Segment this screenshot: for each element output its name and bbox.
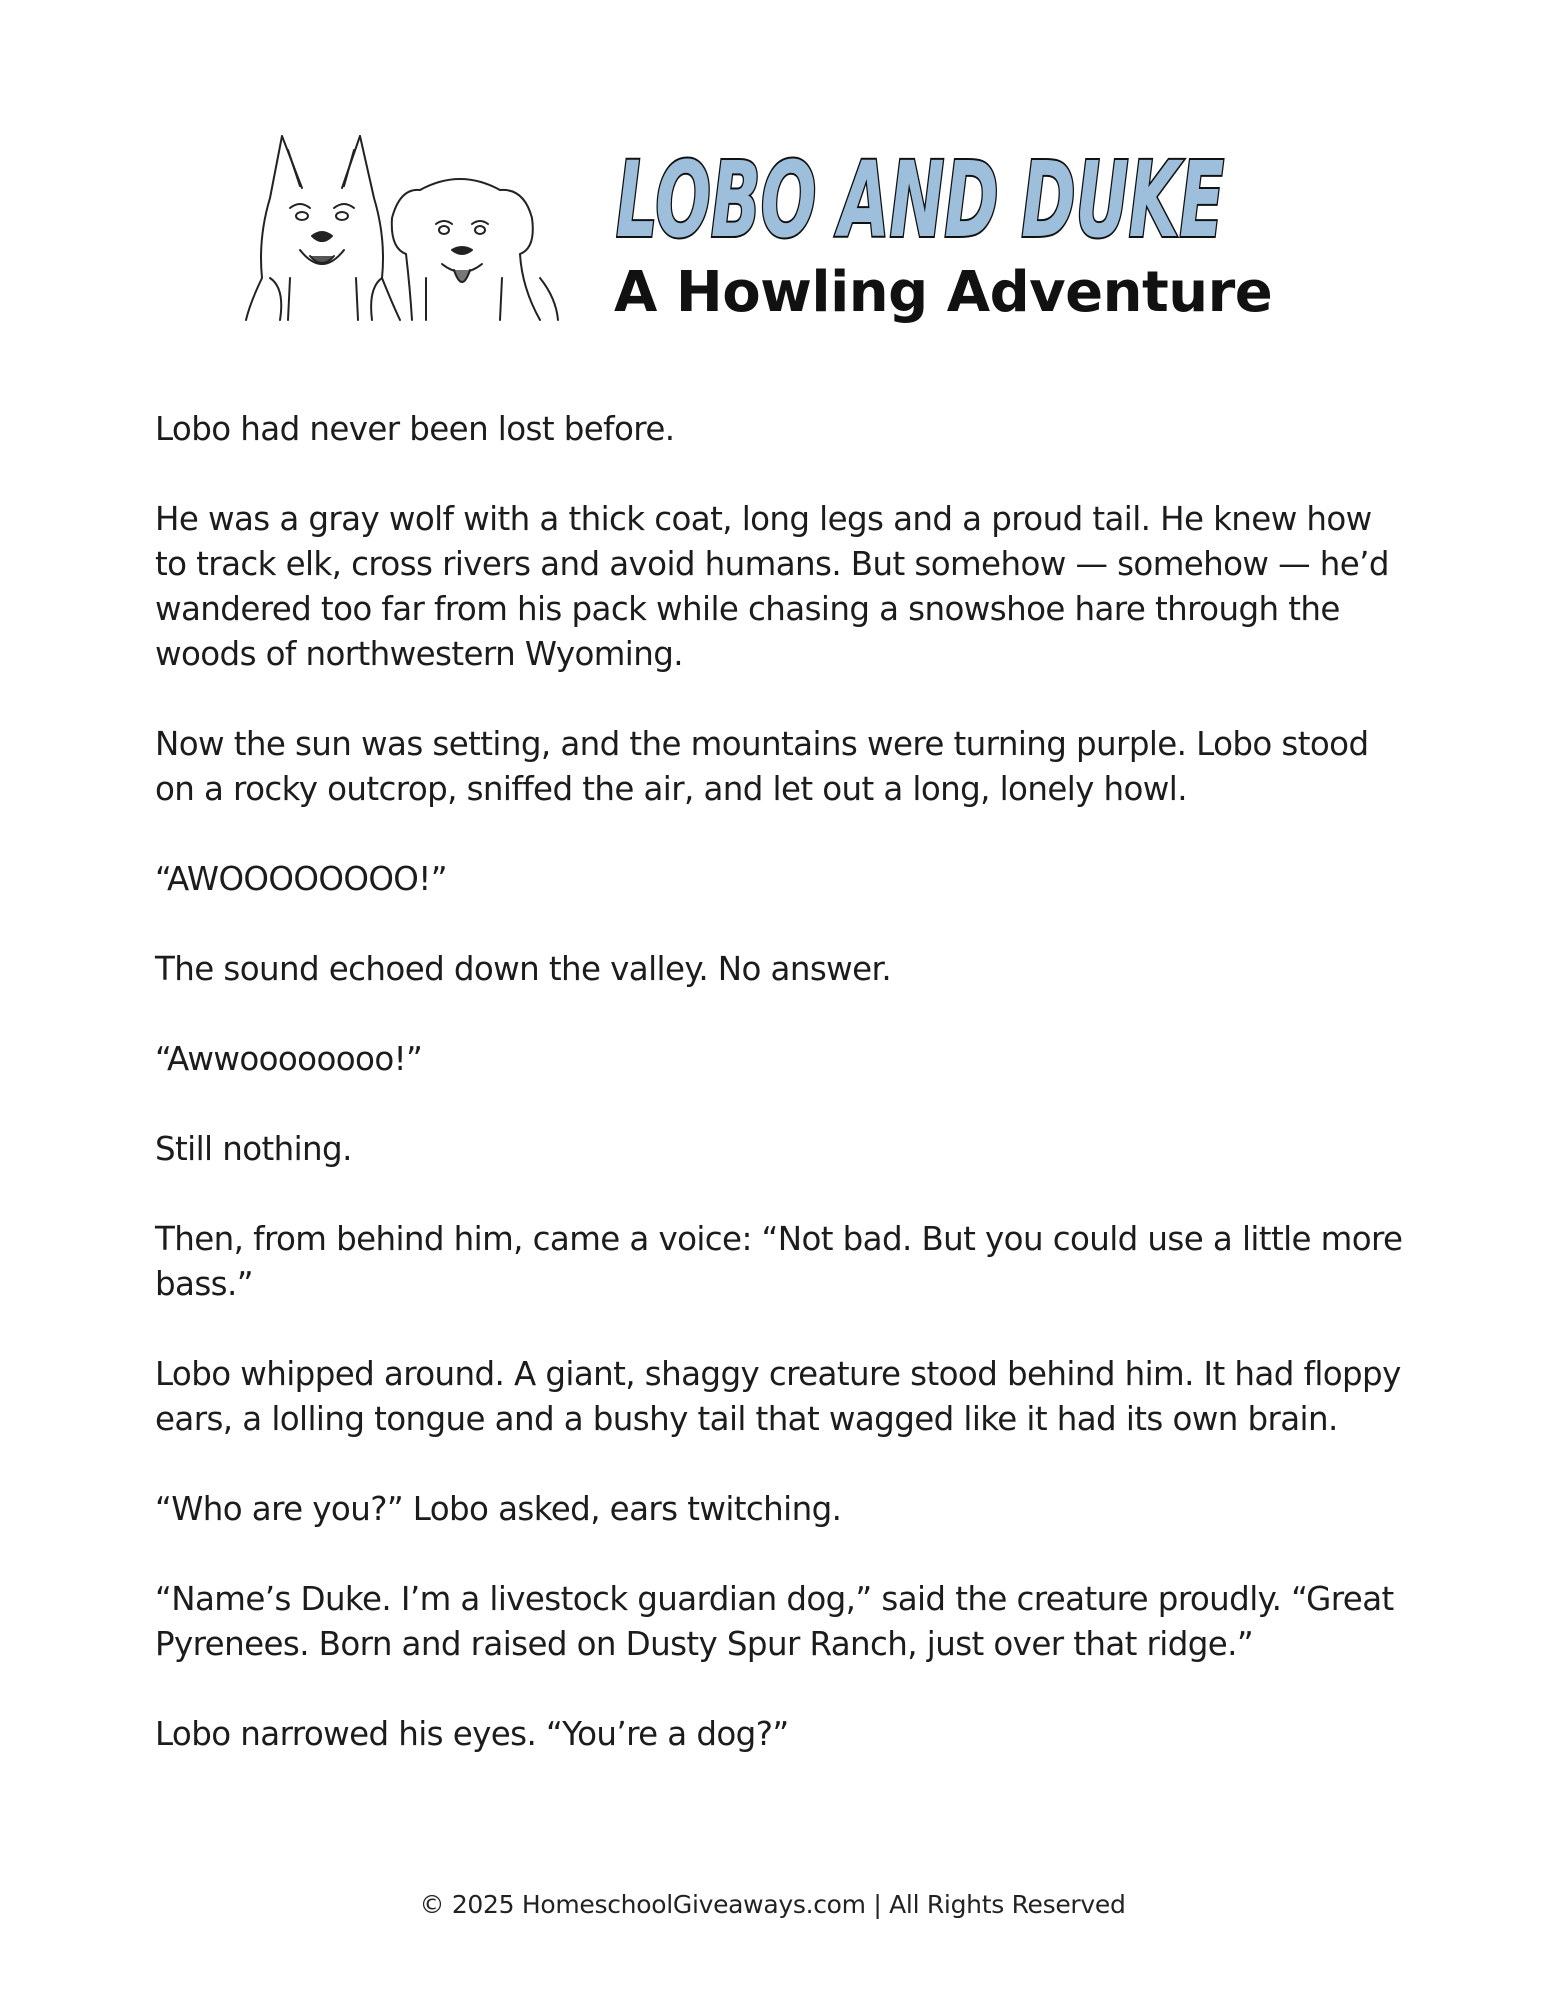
story-subtitle: A Howling Adventure bbox=[614, 260, 1273, 325]
wolf-and-dog-icon bbox=[240, 128, 560, 328]
copyright-footer: © 2025 HomeschoolGiveaways.com | All Rights Reserved bbox=[419, 1890, 1126, 1919]
story-paragraph: “Awwoooooooo!” bbox=[155, 1040, 423, 1078]
story-paragraph: Still nothing. bbox=[155, 1130, 352, 1168]
story-body bbox=[155, 407, 1405, 1802]
story-paragraph: Lobo whipped around. A giant, shaggy creature stood behind him. It had floppy ears, a lolling tongue and a bushy tail that wagged like it had its own brain. bbox=[155, 1355, 1401, 1438]
page-header bbox=[0, 0, 1545, 360]
story-paragraph: The sound echoed down the valley. No answer. bbox=[155, 950, 892, 988]
story-paragraph: He was a gray wolf with a thick coat, long legs and a proud tail. He knew how to track elk, cross rivers and avoid humans. But somehow — somehow — he’d wandered too far from his pack while chasing a snowshoe hare through the woods of northwestern Wyoming. bbox=[155, 500, 1389, 673]
story-title bbox=[612, 138, 1232, 261]
story-paragraph: “AWOOOOOOOO!” bbox=[155, 860, 447, 898]
story-paragraph: Then, from behind him, came a voice: “Not bad. But you could use a little more bass.” bbox=[155, 1220, 1403, 1303]
story-paragraph: Lobo narrowed his eyes. “You’re a dog?” bbox=[155, 1715, 789, 1753]
story-paragraph: Now the sun was setting, and the mountains were turning purple. Lobo stood on a rocky outcrop, sniffed the air, and let out a long, lonely howl. bbox=[155, 725, 1369, 808]
story-paragraph: Lobo had never been lost before. bbox=[155, 410, 675, 448]
story-paragraph: “Who are you?” Lobo asked, ears twitching. bbox=[155, 1490, 842, 1528]
story-paragraph: “Name’s Duke. I’m a livestock guardian dog,” said the creature proudly. “Great Pyrenees. Born and raised on Dusty Spur Ranch, just over that ridge.” bbox=[155, 1580, 1394, 1663]
title-text: LOBO AND DUKE bbox=[616, 139, 1224, 261]
